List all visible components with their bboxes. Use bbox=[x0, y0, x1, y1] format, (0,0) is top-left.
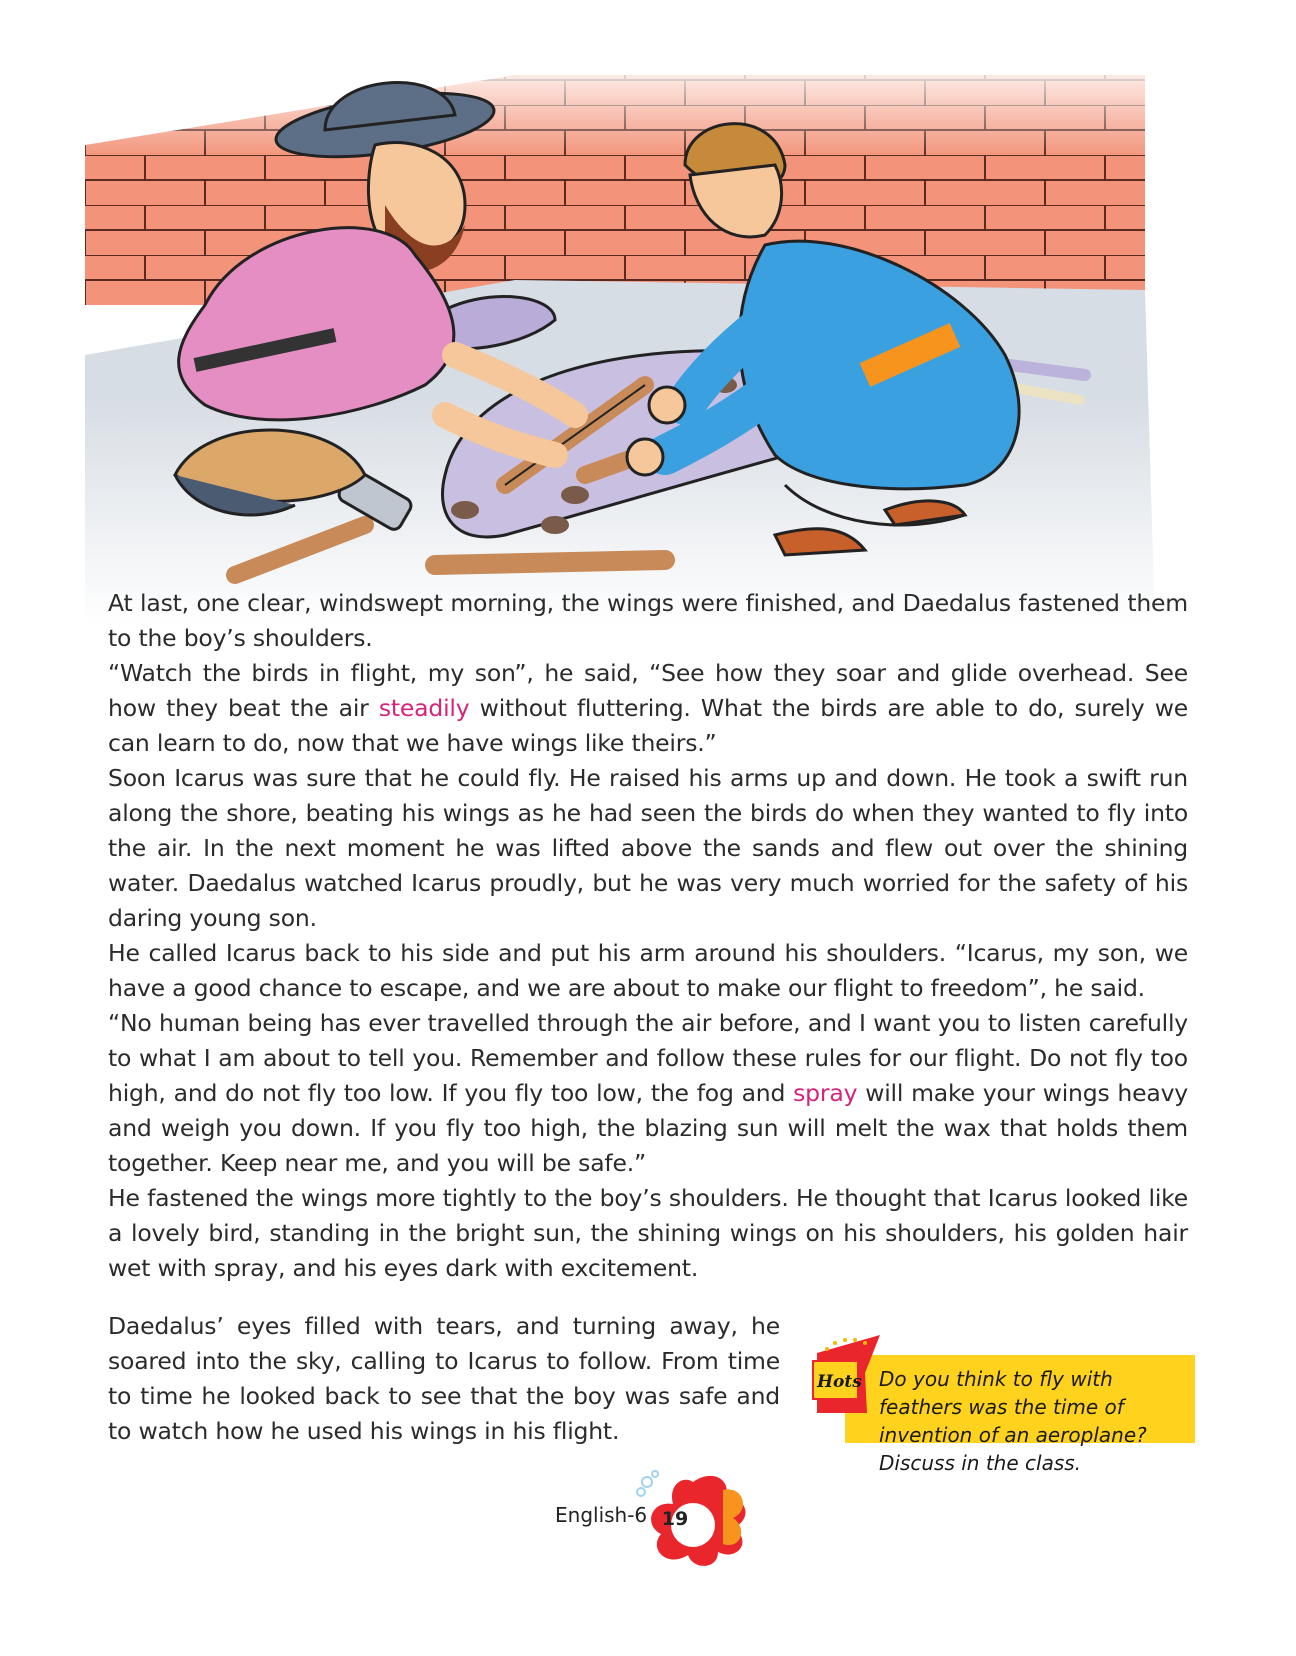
page-footer bbox=[555, 1470, 755, 1570]
paragraph-2-part-b: without fluttering. What the birds are able to do, surely we can learn to do, now that we have wings like theirs.” bbox=[108, 694, 1189, 757]
paragraph-3: Soon Icarus was sure that he could fly. He raised his arms up and down. He took a swift run along the shore, beating his wings as he had seen the birds do when they wanted to fly into the air. In the next moment he was lifted above the sands and flew out over the shining water. Daedalus watched Icarus proudly, but he was very much worried for the safety of his daring young son. bbox=[108, 764, 1188, 932]
book-title: English-6 bbox=[555, 1503, 648, 1527]
paragraph-7: Daedalus’ eyes filled with tears, and turning away, he soared into the sky, calling to Icarus to follow. From time to time he looked back to see that the boy was safe and to watch how he used his wings in his flight. bbox=[108, 1312, 780, 1445]
paragraph-1: At last, one clear, windswept morning, the wings were finished, and Daedalus fastened them to the boy’s shoulders. bbox=[108, 589, 1188, 652]
vocabulary-word-steadily: steadily bbox=[378, 694, 470, 722]
story-text bbox=[108, 586, 1188, 1286]
paragraph-2 bbox=[108, 656, 1188, 761]
story-illustration bbox=[85, 55, 1215, 625]
paragraph-5-part-b: will make your wings heavy and weigh you down. If you fly too high, the blazing sun will melt the wax that holds them together. Keep near me, and you will be safe.” bbox=[108, 1079, 1188, 1177]
paragraph-2-part-a: “Watch the birds in flight, my son”, he said, “See how they soar and glide overhead. See how they beat the air bbox=[108, 659, 1188, 722]
paragraph-5-part-a: “No human being has ever travelled through the air before, and I want you to listen carefully to what I am about to tell you. Remember and follow these rules for our flight. Do not fly too high, and do not fly too low. If you fly too low, the fog and bbox=[108, 1009, 1188, 1107]
paragraph-5 bbox=[108, 1006, 1188, 1181]
page-number: 19 bbox=[661, 1508, 689, 1530]
paragraph-6: He fastened the wings more tightly to the boy’s shoulders. He thought that Icarus looked like a lovely bird, standing in the bright sun, the shining wings on his shoulders, his golden hair wet with spray, and his eyes dark with excitement. bbox=[108, 1184, 1188, 1282]
hots-question: Do you think to fly with feathers was the time of invention of an aeroplane? Discuss in the class. bbox=[845, 1355, 1195, 1443]
hots-label: Hots bbox=[817, 1372, 862, 1392]
hots-box bbox=[805, 1323, 1195, 1475]
paragraph-4: He called Icarus back to his side and put his arm around his shoulders. “Icarus, my son, we have a good chance to escape, and we are about to make our flight to freedom”, he said. bbox=[108, 939, 1188, 1002]
daedalus-icarus-making-wings-illustration bbox=[85, 55, 1215, 625]
hots-flag-icon bbox=[805, 1323, 885, 1413]
vocabulary-word-spray: spray bbox=[793, 1079, 858, 1107]
